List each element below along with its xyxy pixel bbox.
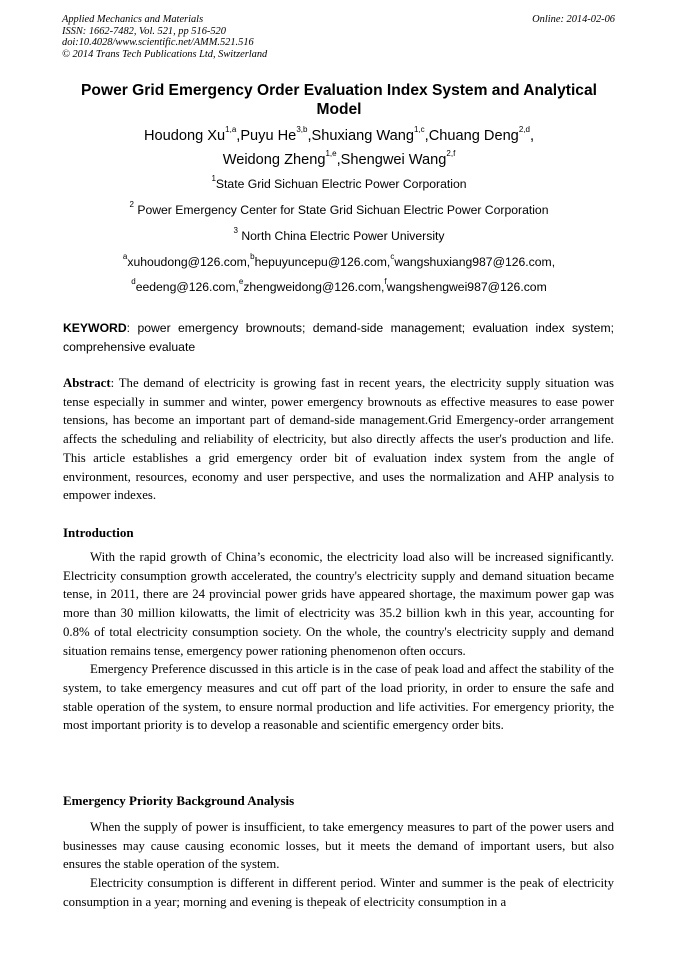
- author: Houdong Xu$^{1,a}$,: [143, 125, 241, 144]
- abstract: [63, 374, 614, 505]
- abstract-label: Abstract: [63, 376, 111, 390]
- author: Shuxiang Wang$^{1,c}$,: [311, 125, 429, 144]
- paragraph: Emergency Preference discussed in this article is in the case of peak load and affect the stability of the system, to take emergency measures and cut off part of the load priority, in order to ensure the safe and stable operation of the system, to ensure normal production and life activities. For emergency priority, the most important priority is to develop a reasonable and scientific emergency order bits.: [63, 662, 614, 733]
- affiliation: $^1$State Grid Sichuan Electric Power Corporation: [211, 173, 467, 191]
- background-body: [63, 818, 614, 912]
- keyword-label: KEYWORD: [63, 321, 127, 335]
- paragraph: Electricity consumption is different in different period. Winter and summer is the peak of electricity consumption in a year; morning and evening is thepeak of electricity consumption in a: [63, 876, 614, 909]
- doi-line: doi:10.4028/www.scientific.net/AMM.521.516: [62, 37, 254, 49]
- keywords: [63, 319, 614, 357]
- section-heading-introduction: Introduction: [63, 525, 134, 540]
- online-date: Online: 2014-02-06: [532, 14, 615, 25]
- paper-title: Power Grid Emergency Order Evaluation Index System and Analytical Model: [81, 82, 597, 118]
- paragraph: When the supply of power is insufficient, to take emergency measures to part of the power users and businesses may cause causing economic losses, but it meets the demand of important users, but also ensures the stable operation of the system.: [63, 820, 614, 872]
- paragraph: With the rapid growth of China’s economic, the electricity load also will be increased significantly. Electricity consumption growth accelerated, the country's electricity supply and demand situation became tense, in 2011, there are 24 provincial power grids have appeared shortage, the maximum power gap was more than 30 million kilowatts, the limit of electricity was 35.2 billion kwh in this year, accounting for 0.8% of total electricity consumption society. On the whole, the country's electricity supply and demand situation remains tense, emergency power rationing phenomenon often occurs.: [63, 550, 614, 658]
- affiliation: $^2$ Power Emergency Center for State Grid Sichuan Electric Power Corporation: [129, 199, 549, 217]
- section-heading-background: Emergency Priority Background Analysis: [63, 793, 295, 808]
- email-line: $^a$xuhoudong@126.com,$^b$hepuyuncepu@126.com,$^c$wangshuxiang987@126.com,: [122, 251, 556, 269]
- copyright-line: © 2014 Trans Tech Publications Ltd, Switzerland: [62, 48, 268, 60]
- issn-line: ISSN: 1662-7482, Vol. 521, pp 516-520: [62, 25, 226, 37]
- introduction-body: [63, 548, 614, 735]
- journal-info: [62, 14, 267, 60]
- abstract-text: : The demand of electricity is growing fast in recent years, the electricity supply situation was tense especially in summer and winter, power emergency brownouts as effective measures to ease power tensions, has become an important part of demand-side management.Grid Emergency-order arrangement affects the scheduling and reliability of electricity, but also directly affects the user's production and life. This article establishes a grid emergency order bit of evaluation index system from the angle of environment, resources, economy and user perspective, and uses the normalization and AHP analysis to empower indexes.: [63, 376, 614, 503]
- keyword-text: : power emergency brownouts; demand-side management; evaluation index system; comprehensive evaluate: [63, 321, 614, 354]
- email-line: $^d$eedeng@126.com,$^e$zhengweidong@126.com,$^f$wangshengwei987@126.com: [131, 276, 547, 294]
- author: Puyu He$^{3,b}$,: [240, 125, 312, 144]
- author: Chuang Deng$^{2,d}$,: [428, 125, 534, 144]
- author-list: [60, 124, 618, 172]
- affiliation: $^3$ North China Electric Power University: [233, 225, 445, 243]
- author: Weidong Zheng$^{1,e}$,: [222, 149, 341, 168]
- journal-name: Applied Mechanics and Materials: [62, 14, 204, 25]
- author: Shengwei Wang$^{2,f}$: [340, 149, 456, 168]
